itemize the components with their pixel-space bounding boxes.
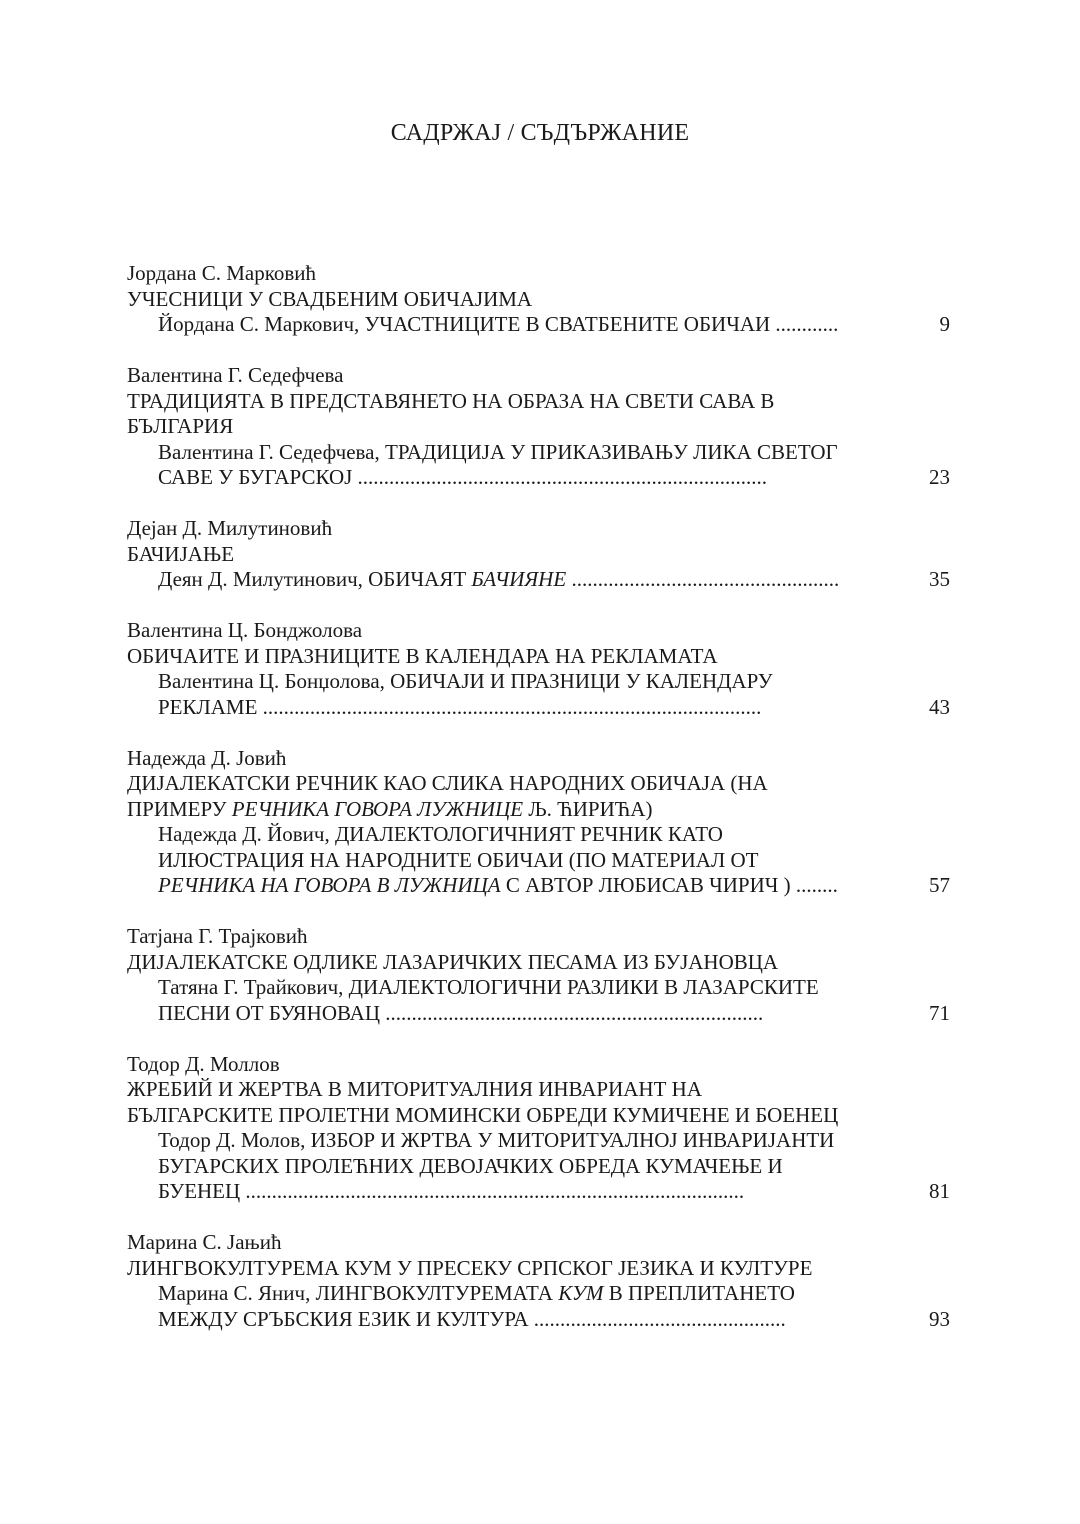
toc-entry	[127, 618, 950, 720]
entry-title: ТРАДИЦИЯТА В ПРЕДСТАВЯНЕТО НА ОБРАЗА НА СВЕТИ САВА В	[127, 388, 775, 413]
page-number: 35	[929, 567, 950, 591]
entry-translation	[158, 440, 884, 491]
toc-entry	[127, 924, 950, 1026]
entry-title: БЪЛГАРСКИТЕ ПРОЛЕТНИ МОМИНСКИ ОБРЕДИ КУМИЧЕНЕ И БОЕНЕЦ	[127, 1102, 839, 1127]
italic-term: РЕЧНИКА НА ГОВОРА В ЛУЖНИЦА	[158, 873, 501, 897]
translation-line: Деян Д. Милутинович, ОБИЧАЯТ	[158, 567, 472, 591]
toc-entry	[127, 1230, 950, 1332]
entry-translation-row	[127, 669, 950, 720]
entry-translation-row	[127, 312, 950, 338]
entry-author: Надежда Д. Јовић	[127, 745, 287, 770]
page-number: 57	[929, 873, 950, 897]
translation-line: ИЛЮСТРАЦИЯ НА НАРОДНИТЕ ОБИЧАИ (ПО МАТЕРИАЛ ОТ	[158, 847, 759, 872]
translation-line: Надежда Д. Йович, ДИАЛЕКТОЛОГИЧНИЯТ РЕЧНИК КАТО	[158, 822, 723, 846]
entry-translation-row	[127, 975, 950, 1026]
entry-translation-row	[127, 1281, 950, 1332]
translation-line: РЕКЛАМЕ ...............................................................................................	[158, 694, 762, 719]
page-number: 81	[929, 1179, 950, 1203]
toc-entry	[127, 1052, 950, 1205]
translation-line: Тодор Д. Молов, ИЗБОР И ЖРТВА У МИТОРИТУАЛНОЈ ИНВАРИЈАНТИ	[158, 1128, 835, 1152]
toc-entry	[127, 516, 950, 593]
entry-title: УЧЕСНИЦИ У СВАДБЕНИМ ОБИЧАЈИМА	[127, 286, 533, 311]
toc-entry	[127, 363, 950, 491]
translation-line: БУЕНЕЦ ...............................................................................................	[158, 1179, 745, 1203]
entry-author: Тодор Д. Моллов	[127, 1051, 280, 1076]
entry-translation	[158, 1281, 884, 1332]
entry-author: Татјана Г. Трајковић	[127, 924, 308, 948]
entry-author: Марина С. Јањић	[127, 1230, 282, 1254]
title-text: ПРИМЕРУ	[127, 796, 232, 821]
entry-translation	[158, 1128, 884, 1205]
entry-title	[127, 797, 950, 823]
entry-translation	[158, 975, 884, 1026]
leader-dots: ...................................................	[566, 567, 840, 591]
entry-translation-row	[127, 567, 950, 593]
italic-term: КУМ	[558, 1281, 604, 1305]
translation-line: Татяна Г. Трайкович, ДИАЛЕКТОЛОГИЧНИ РАЗЛИКИ В ЛАЗАРСКИТЕ	[158, 975, 819, 999]
translation-line: Марина С. Янич, ЛИНГВОКУЛТУРЕМАТА	[158, 1281, 559, 1305]
page-number: 23	[929, 465, 950, 489]
entry-translation	[158, 567, 884, 593]
translation-line: Валентина Ц. Бонџолова, ОБИЧАЈИ И ПРАЗНИЦИ У КАЛЕНДАРУ	[158, 669, 773, 693]
entry-author: Јордана С. Марковић	[127, 261, 316, 285]
entry-translation-row	[127, 1128, 950, 1205]
entry-title: БАЧИЈАЊЕ	[127, 541, 235, 566]
entry-author: Валентина Ц. Бонджолова	[127, 618, 363, 642]
translation-line: В ПРЕПЛИТАНЕТО	[603, 1281, 795, 1305]
entry-title: ДИЈАЛЕКАТСКИ РЕЧНИК КАО СЛИКА НАРОДНИХ ОБИЧАЈА (НА	[127, 771, 768, 795]
translation-line: Валентина Г. Седефчева, ТРАДИЦИЈА У ПРИКАЗИВАЊУ ЛИКА СВЕТОГ	[158, 439, 838, 464]
translation-line: ПЕСНИ ОТ БУЯНОВАЦ ........................................................................	[158, 1000, 764, 1025]
translation-line: МЕЖДУ СРЪБСКИЯ ЕЗИК И КУЛТУРА ................................................	[158, 1306, 786, 1331]
table-of-contents	[127, 261, 950, 1358]
toc-entry	[127, 261, 950, 338]
entry-title: БЪЛГАРИЯ	[127, 414, 234, 438]
entry-translation	[158, 312, 884, 338]
entry-translation	[158, 669, 884, 720]
entry-title: ЛИНГВОКУЛТУРЕМА КУМ У ПРЕСЕКУ СРПСКОГ ЈЕЗИКА И КУЛТУРЕ	[127, 1255, 813, 1280]
page-number: 43	[929, 694, 950, 719]
italic-term: РЕЧНИКА ГОВОРА ЛУЖНИЦЕ	[231, 796, 524, 821]
italic-term: БАЧИЯНЕ	[471, 567, 567, 591]
page-number: 9	[939, 312, 950, 336]
translation-line: С АВТОР ЛЮБИСАВ ЧИРИЧ ) ........	[500, 873, 838, 897]
entry-translation	[158, 822, 884, 899]
entry-translation-row	[127, 440, 950, 491]
entry-title: ДИЈАЛЕКАТСКЕ ОДЛИКЕ ЛАЗАРИЧКИХ ПЕСАМА ИЗ БУЈАНОВЦА	[127, 949, 779, 974]
translation-line: САВЕ У БУГАРСКОЈ ..............................................................................	[158, 465, 768, 489]
entry-author: Дејан Д. Милутиновић	[127, 516, 333, 540]
entry-translation-row	[127, 822, 950, 899]
entry-title: ЖРЕБИЙ И ЖЕРТВА В МИТОРИТУАЛНИЯ ИНВАРИАНТ НА	[127, 1077, 702, 1101]
entry-title: ОБИЧАИТЕ И ПРАЗНИЦИТЕ В КАЛЕНДАРА НА РЕКЛАМАТА	[127, 643, 718, 668]
page-number: 93	[929, 1306, 950, 1331]
page-title: САДРЖАЈ / СЪДЪРЖАНИЕ	[390, 120, 690, 146]
entry-author: Валентина Г. Седефчева	[127, 363, 344, 387]
translation-line: Йордана С. Маркович, УЧАСТНИЦИТЕ В СВАТБЕНИТЕ ОБИЧАИ ............	[158, 312, 839, 336]
title-text: Љ. ЋИРИЋА)	[523, 796, 653, 821]
translation-line: БУГАРСКИХ ПРОЛЕЋНИХ ДЕВОЈАЧКИХ ОБРЕДА КУМАЧЕЊЕ И	[158, 1153, 783, 1178]
page-number: 71	[929, 1000, 950, 1025]
toc-entry	[127, 746, 950, 899]
